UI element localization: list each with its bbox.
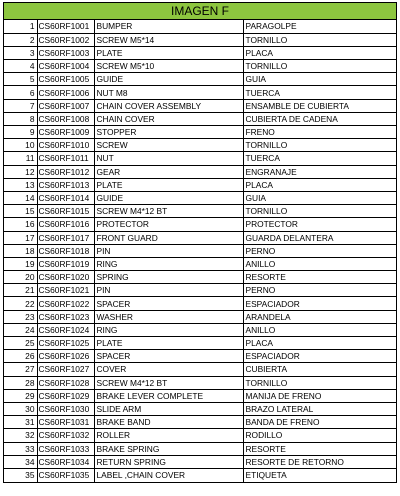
table-row (4, 86, 396, 99)
spanish-name-cell: ESPACIADOR (243, 297, 396, 310)
row-number-cell: 9 (4, 126, 37, 139)
spanish-name-cell: TORNILLO (243, 376, 396, 389)
spanish-name-cell: TUERCA (243, 152, 396, 165)
english-name-cell: COVER (94, 363, 243, 376)
row-number-cell: 25 (4, 337, 37, 350)
english-name-cell: CHAIN COVER ASSEMBLY (94, 99, 243, 112)
parts-sheet (3, 2, 397, 483)
english-name-cell: PLATE (94, 337, 243, 350)
row-number-cell: 10 (4, 139, 37, 152)
row-number-cell: 34 (4, 455, 37, 468)
part-code-cell: CS60RF1010 (37, 139, 94, 152)
part-code-cell: CS60RF1021 (37, 284, 94, 297)
english-name-cell: SCREW (94, 139, 243, 152)
spanish-name-cell: GUIA (243, 73, 396, 86)
table-row (4, 310, 396, 323)
row-number-cell: 18 (4, 244, 37, 257)
table-row (4, 323, 396, 336)
part-code-cell: CS60RF1011 (37, 152, 94, 165)
table-row (4, 297, 396, 310)
english-name-cell: ROLLER (94, 429, 243, 442)
spanish-name-cell: RODILLO (243, 429, 396, 442)
table-row (4, 284, 396, 297)
spanish-name-cell: PLACA (243, 46, 396, 59)
row-number-cell: 21 (4, 284, 37, 297)
english-name-cell: GUIDE (94, 73, 243, 86)
part-code-cell: CS60RF1026 (37, 350, 94, 363)
spanish-name-cell: CUBIERTA (243, 363, 396, 376)
part-code-cell: CS60RF1002 (37, 33, 94, 46)
row-number-cell: 27 (4, 363, 37, 376)
spanish-name-cell: PERNO (243, 284, 396, 297)
table-row (4, 271, 396, 284)
part-code-cell: CS60RF1029 (37, 389, 94, 402)
row-number-cell: 31 (4, 416, 37, 429)
table-row (4, 99, 396, 112)
spanish-name-cell: GUIA (243, 191, 396, 204)
row-number-cell: 12 (4, 165, 37, 178)
english-name-cell: RING (94, 257, 243, 270)
spanish-name-cell: MANIJA DE FRENO (243, 389, 396, 402)
part-code-cell: CS60RF1004 (37, 60, 94, 73)
table-row (4, 152, 396, 165)
english-name-cell: PIN (94, 284, 243, 297)
part-code-cell: CS60RF1005 (37, 73, 94, 86)
english-name-cell: SPACER (94, 350, 243, 363)
row-number-cell: 35 (4, 468, 37, 481)
spanish-name-cell: ESPACIADOR (243, 350, 396, 363)
part-code-cell: CS60RF1023 (37, 310, 94, 323)
part-code-cell: CS60RF1025 (37, 337, 94, 350)
table-row (4, 60, 396, 73)
row-number-cell: 19 (4, 257, 37, 270)
table-row (4, 191, 396, 204)
row-number-cell: 22 (4, 297, 37, 310)
table-row (4, 20, 396, 33)
row-number-cell: 28 (4, 376, 37, 389)
english-name-cell: GEAR (94, 165, 243, 178)
english-name-cell: CHAIN COVER (94, 112, 243, 125)
table-row (4, 257, 396, 270)
english-name-cell: SLIDE ARM (94, 402, 243, 415)
spanish-name-cell: ETIQUETA (243, 468, 396, 481)
part-code-cell: CS60RF1032 (37, 429, 94, 442)
row-number-cell: 20 (4, 271, 37, 284)
part-code-cell: CS60RF1012 (37, 165, 94, 178)
row-number-cell: 8 (4, 112, 37, 125)
part-code-cell: CS60RF1009 (37, 126, 94, 139)
part-code-cell: CS60RF1030 (37, 402, 94, 415)
row-number-cell: 30 (4, 402, 37, 415)
part-code-cell: CS60RF1028 (37, 376, 94, 389)
english-name-cell: BRAKE LEVER COMPLETE (94, 389, 243, 402)
spanish-name-cell: TORNILLO (243, 139, 396, 152)
row-number-cell: 5 (4, 73, 37, 86)
part-code-cell: CS60RF1017 (37, 231, 94, 244)
table-row (4, 389, 396, 402)
row-number-cell: 24 (4, 323, 37, 336)
row-number-cell: 16 (4, 218, 37, 231)
table-row (4, 363, 396, 376)
spanish-name-cell: TORNILLO (243, 60, 396, 73)
table-row (4, 350, 396, 363)
parts-table-body (4, 20, 396, 482)
english-name-cell: BUMPER (94, 20, 243, 33)
table-row (4, 402, 396, 415)
spanish-name-cell: RESORTE DE RETORNO (243, 455, 396, 468)
row-number-cell: 7 (4, 99, 37, 112)
table-row (4, 455, 396, 468)
part-code-cell: CS60RF1031 (37, 416, 94, 429)
table-row (4, 416, 396, 429)
spanish-name-cell: ENSAMBLE DE CUBIERTA (243, 99, 396, 112)
spanish-name-cell: PLACA (243, 337, 396, 350)
part-code-cell: CS60RF1019 (37, 257, 94, 270)
spanish-name-cell: ENGRANAJE (243, 165, 396, 178)
part-code-cell: CS60RF1006 (37, 86, 94, 99)
english-name-cell: RING (94, 323, 243, 336)
part-code-cell: CS60RF1024 (37, 323, 94, 336)
row-number-cell: 11 (4, 152, 37, 165)
table-row (4, 218, 396, 231)
row-number-cell: 3 (4, 46, 37, 59)
row-number-cell: 29 (4, 389, 37, 402)
spanish-name-cell: ANILLO (243, 257, 396, 270)
part-code-cell: CS60RF1008 (37, 112, 94, 125)
spanish-name-cell: RESORTE (243, 271, 396, 284)
table-row (4, 244, 396, 257)
row-number-cell: 32 (4, 429, 37, 442)
english-name-cell: SCREW M4*12 BT (94, 205, 243, 218)
row-number-cell: 2 (4, 33, 37, 46)
english-name-cell: LABEL ,CHAIN COVER (94, 468, 243, 481)
spanish-name-cell: PROTECTOR (243, 218, 396, 231)
english-name-cell: FRONT GUARD (94, 231, 243, 244)
row-number-cell: 6 (4, 86, 37, 99)
row-number-cell: 13 (4, 178, 37, 191)
spanish-name-cell: PERNO (243, 244, 396, 257)
spanish-name-cell: ANILLO (243, 323, 396, 336)
spanish-name-cell: TORNILLO (243, 33, 396, 46)
english-name-cell: SCREW M4*12 BT (94, 376, 243, 389)
table-row (4, 165, 396, 178)
spanish-name-cell: RESORTE (243, 442, 396, 455)
table-row (4, 231, 396, 244)
table-row (4, 337, 396, 350)
table-row (4, 468, 396, 481)
table-row (4, 376, 396, 389)
row-number-cell: 33 (4, 442, 37, 455)
english-name-cell: SCREW M5*10 (94, 60, 243, 73)
part-code-cell: CS60RF1022 (37, 297, 94, 310)
spanish-name-cell: PLACA (243, 178, 396, 191)
english-name-cell: WASHER (94, 310, 243, 323)
english-name-cell: PROTECTOR (94, 218, 243, 231)
spanish-name-cell: PARAGOLPE (243, 20, 396, 33)
part-code-cell: CS60RF1034 (37, 455, 94, 468)
part-code-cell: CS60RF1007 (37, 99, 94, 112)
spanish-name-cell: ARANDELA (243, 310, 396, 323)
english-name-cell: SCREW M5*14 (94, 33, 243, 46)
english-name-cell: SPACER (94, 297, 243, 310)
row-number-cell: 26 (4, 350, 37, 363)
table-row (4, 178, 396, 191)
english-name-cell: BRAKE SPRING (94, 442, 243, 455)
part-code-cell: CS60RF1020 (37, 271, 94, 284)
table-row (4, 139, 396, 152)
part-code-cell: CS60RF1016 (37, 218, 94, 231)
part-code-cell: CS60RF1018 (37, 244, 94, 257)
part-code-cell: CS60RF1035 (37, 468, 94, 481)
row-number-cell: 1 (4, 20, 37, 33)
table-row (4, 73, 396, 86)
spanish-name-cell: FRENO (243, 126, 396, 139)
table-row (4, 33, 396, 46)
english-name-cell: GUIDE (94, 191, 243, 204)
row-number-cell: 14 (4, 191, 37, 204)
parts-table (4, 20, 396, 482)
spanish-name-cell: TORNILLO (243, 205, 396, 218)
spanish-name-cell: BRAZO LATERAL (243, 402, 396, 415)
row-number-cell: 4 (4, 60, 37, 73)
english-name-cell: STOPPER (94, 126, 243, 139)
part-code-cell: CS60RF1033 (37, 442, 94, 455)
part-code-cell: CS60RF1014 (37, 191, 94, 204)
part-code-cell: CS60RF1003 (37, 46, 94, 59)
part-code-cell: CS60RF1015 (37, 205, 94, 218)
part-code-cell: CS60RF1013 (37, 178, 94, 191)
part-code-cell: CS60RF1027 (37, 363, 94, 376)
table-row (4, 126, 396, 139)
spanish-name-cell: GUARDA DELANTERA (243, 231, 396, 244)
spanish-name-cell: BANDA DE FRENO (243, 416, 396, 429)
english-name-cell: RETURN SPRING (94, 455, 243, 468)
sheet-title: IMAGEN F (4, 3, 396, 20)
row-number-cell: 17 (4, 231, 37, 244)
english-name-cell: SPRING (94, 271, 243, 284)
english-name-cell: NUT M8 (94, 86, 243, 99)
english-name-cell: PLATE (94, 178, 243, 191)
table-row (4, 112, 396, 125)
spanish-name-cell: CUBIERTA DE CADENA (243, 112, 396, 125)
english-name-cell: PIN (94, 244, 243, 257)
table-row (4, 205, 396, 218)
english-name-cell: NUT (94, 152, 243, 165)
table-row (4, 429, 396, 442)
spanish-name-cell: TUERCA (243, 86, 396, 99)
row-number-cell: 15 (4, 205, 37, 218)
table-row (4, 442, 396, 455)
row-number-cell: 23 (4, 310, 37, 323)
english-name-cell: BRAKE BAND (94, 416, 243, 429)
part-code-cell: CS60RF1001 (37, 20, 94, 33)
english-name-cell: PLATE (94, 46, 243, 59)
table-row (4, 46, 396, 59)
